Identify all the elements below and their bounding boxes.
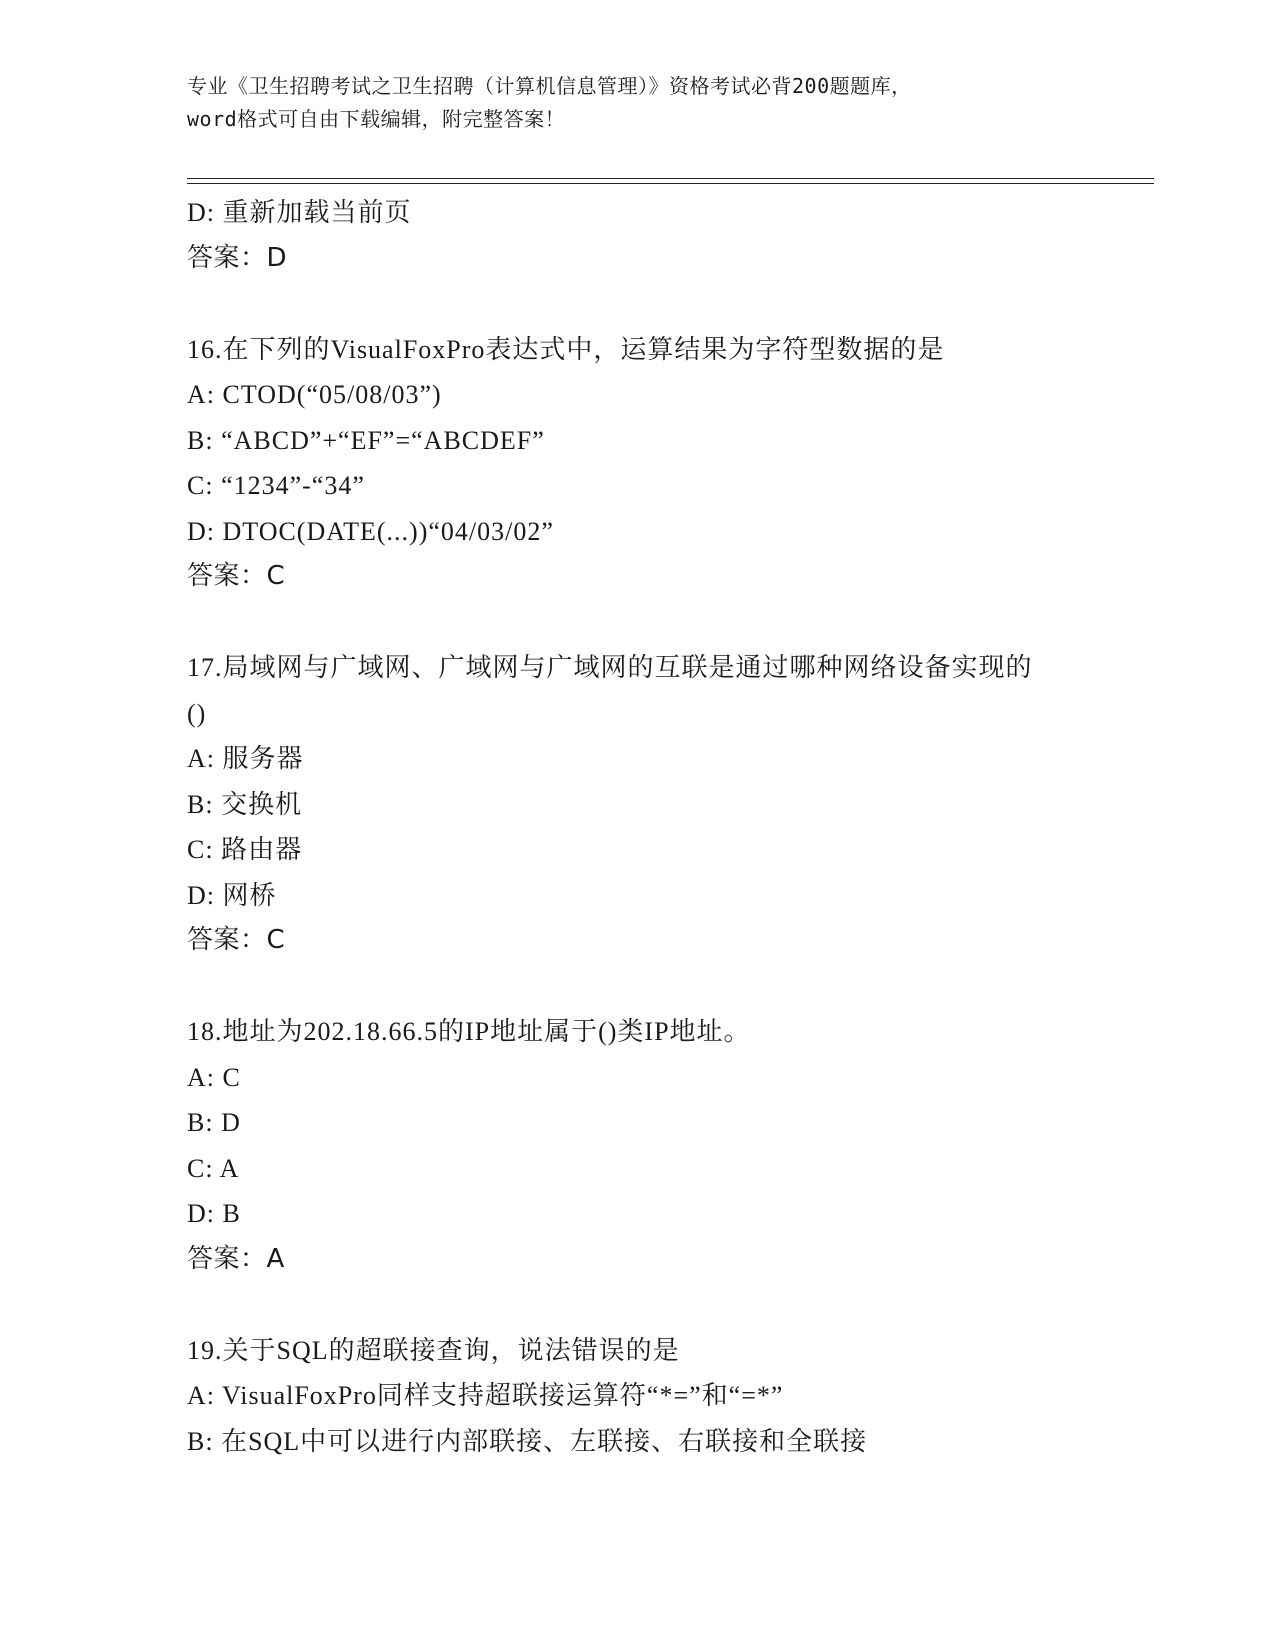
prev-answer: 答案：D <box>187 242 288 273</box>
answer: 答案：C <box>187 925 286 955</box>
question-stem: 16.在下列的VisualFoxPro表达式中，运算结果为字符型数据的是 <box>187 334 945 364</box>
option-d: D: DTOC(DATE(...))“04/03/02” <box>187 516 554 546</box>
spacer <box>187 600 1147 646</box>
option-b: B: 在SQL中可以进行内部联接、左联接、右联接和全联接 <box>187 1426 868 1456</box>
header-divider-top <box>187 178 1154 179</box>
spacer <box>187 964 1147 1010</box>
option-a: A: VisualFoxPro同样支持超联接运算符“*=”和“=*” <box>187 1381 784 1410</box>
option-b: B: 交换机 <box>187 789 303 819</box>
answer: 答案：C <box>187 561 286 591</box>
prev-option-d: D: 重新加载当前页 <box>187 198 412 227</box>
question-content <box>187 190 1147 1464</box>
header-divider-bottom <box>187 183 1154 184</box>
question-17 <box>187 645 1147 964</box>
option-c: C: A <box>187 1153 240 1183</box>
spacer <box>187 1282 1147 1328</box>
option-a: A: 服务器 <box>187 744 304 773</box>
option-c: C: “1234”-“34” <box>187 471 365 500</box>
option-d: D: B <box>187 1199 241 1228</box>
option-b: B: D <box>187 1108 241 1137</box>
option-a: A: C <box>187 1062 241 1092</box>
option-c: C: 路由器 <box>187 835 303 864</box>
header-line-1: 专业《卫生招聘考试之卫生招聘（计算机信息管理）》资格考试必背200题题库， <box>187 74 912 98</box>
question-19 <box>187 1328 1147 1465</box>
document-header <box>187 70 1087 136</box>
header-line-2: word格式可自由下载编辑，附完整答案！ <box>187 107 566 131</box>
option-b: B: “ABCD”+“EF”=“ABCDEF” <box>187 425 545 455</box>
answer: 答案：A <box>187 1243 285 1274</box>
question-stem: 19.关于SQL的超联接查询，说法错误的是 <box>187 1335 680 1365</box>
question-18 <box>187 1009 1147 1282</box>
question-16 <box>187 327 1147 600</box>
option-a: A: CTOD(“05/08/03”) <box>187 380 442 409</box>
option-d: D: 网桥 <box>187 880 277 910</box>
spacer <box>187 281 1147 327</box>
question-stem: 17.局域网与广域网、广域网与广域网的互联是通过哪种网络设备实现的() <box>187 653 1033 728</box>
question-stem: 18.地址为202.18.66.5的IP地址属于()类IP地址。 <box>187 1017 751 1046</box>
